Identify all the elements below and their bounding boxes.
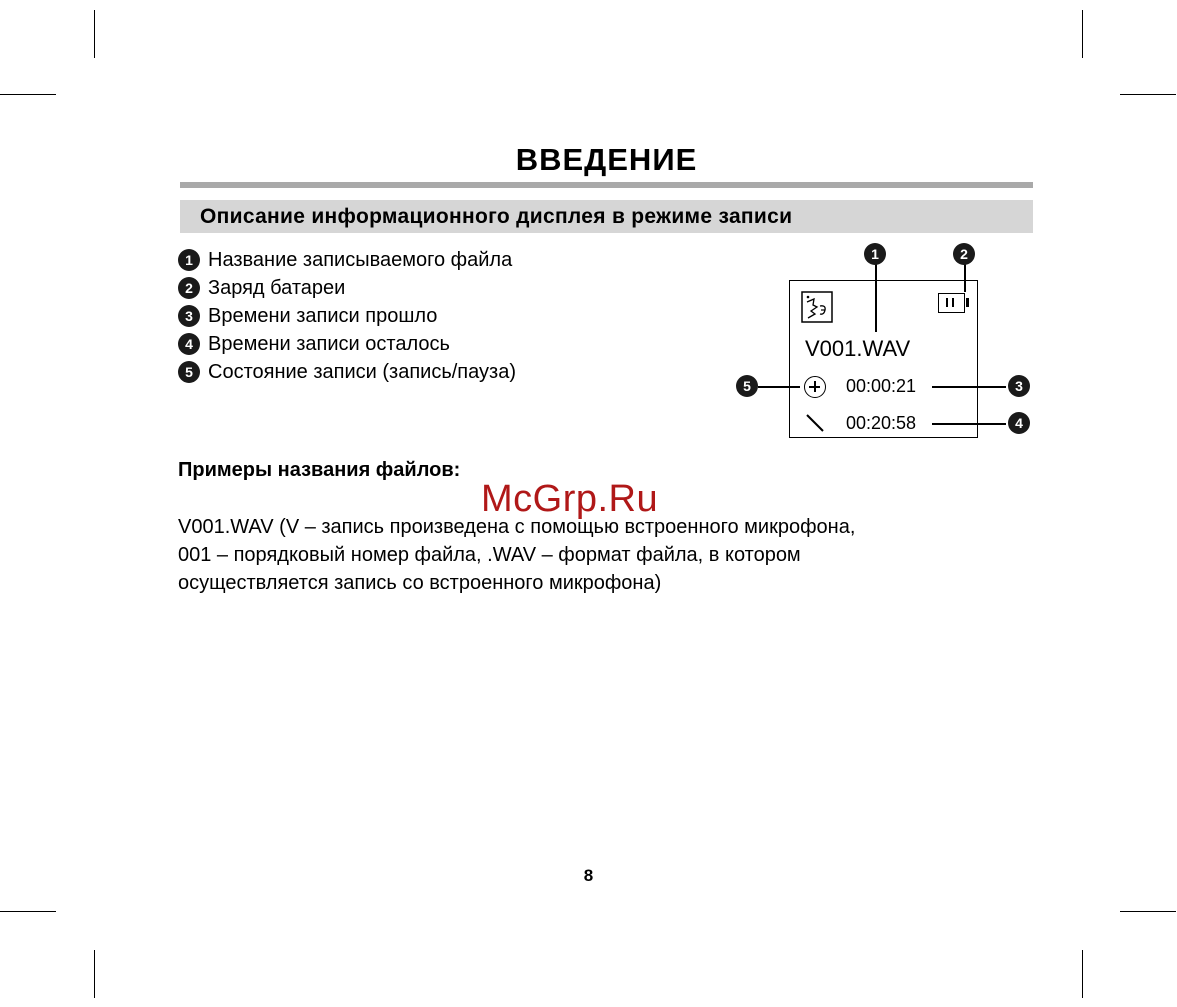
legend-number-badge: 3 bbox=[178, 305, 200, 327]
record-state-icon bbox=[804, 376, 826, 398]
crop-mark bbox=[0, 94, 56, 95]
callout-badge-2: 2 bbox=[953, 243, 975, 265]
paragraph-line: V001.WAV (V – запись произведена с помощью встроенного микрофона, bbox=[178, 516, 856, 538]
crop-mark bbox=[1120, 94, 1176, 95]
title-divider bbox=[180, 182, 1033, 188]
examples-heading: Примеры названия файлов: bbox=[178, 459, 461, 481]
legend-text: Времени записи прошло bbox=[208, 304, 438, 327]
display-filename: V001.WAV bbox=[805, 336, 911, 361]
legend-item bbox=[178, 274, 516, 302]
legend-text: Название записываемого файла bbox=[208, 248, 513, 271]
section-title: Описание информационного дисплея в режиме записи bbox=[200, 205, 793, 228]
crop-mark bbox=[1120, 911, 1176, 912]
voice-mode-icon bbox=[801, 291, 833, 323]
callout-badge-5: 5 bbox=[736, 375, 758, 397]
legend-number-badge: 1 bbox=[178, 249, 200, 271]
callout-leader-line bbox=[932, 423, 1006, 425]
remaining-time: 00:20:58 bbox=[846, 413, 917, 433]
legend-number-badge: 2 bbox=[178, 277, 200, 299]
battery-icon bbox=[938, 293, 965, 313]
page-number: 8 bbox=[583, 866, 594, 885]
battery-tip bbox=[966, 298, 969, 307]
watermark: McGrp.Ru bbox=[481, 478, 659, 520]
paragraph-line: осуществляется запись со встроенного микрофона) bbox=[178, 572, 662, 594]
legend-text: Состояние записи (запись/пауза) bbox=[208, 360, 516, 383]
callout-leader-line bbox=[964, 262, 966, 292]
crop-mark bbox=[94, 950, 95, 998]
crop-mark bbox=[94, 10, 95, 58]
crop-mark bbox=[1082, 10, 1083, 58]
legend-text: Заряд батареи bbox=[208, 276, 346, 299]
legend-list bbox=[178, 246, 516, 386]
crop-mark bbox=[1082, 950, 1083, 998]
callout-leader-line bbox=[932, 386, 1006, 388]
callout-leader-line bbox=[758, 386, 800, 388]
paragraph-line: 001 – порядковый номер файла, .WAV – формат файла, в котором bbox=[178, 544, 801, 566]
legend-item bbox=[178, 330, 516, 358]
elapsed-time: 00:00:21 bbox=[846, 376, 917, 396]
callout-leader-line bbox=[875, 262, 877, 332]
legend-item bbox=[178, 358, 516, 386]
legend-item bbox=[178, 246, 516, 274]
callout-badge-1: 1 bbox=[864, 243, 886, 265]
legend-number-badge: 5 bbox=[178, 361, 200, 383]
crop-mark bbox=[0, 911, 56, 912]
examples-paragraph bbox=[178, 513, 1038, 597]
legend-text: Времени записи осталось bbox=[208, 332, 450, 355]
legend-number-badge: 4 bbox=[178, 333, 200, 355]
page-title: ВВЕДЕНИЕ bbox=[515, 142, 698, 177]
callout-badge-3: 3 bbox=[1008, 375, 1030, 397]
callout-badge-4: 4 bbox=[1008, 412, 1030, 434]
legend-item bbox=[178, 302, 516, 330]
time-remaining-icon bbox=[804, 412, 826, 434]
